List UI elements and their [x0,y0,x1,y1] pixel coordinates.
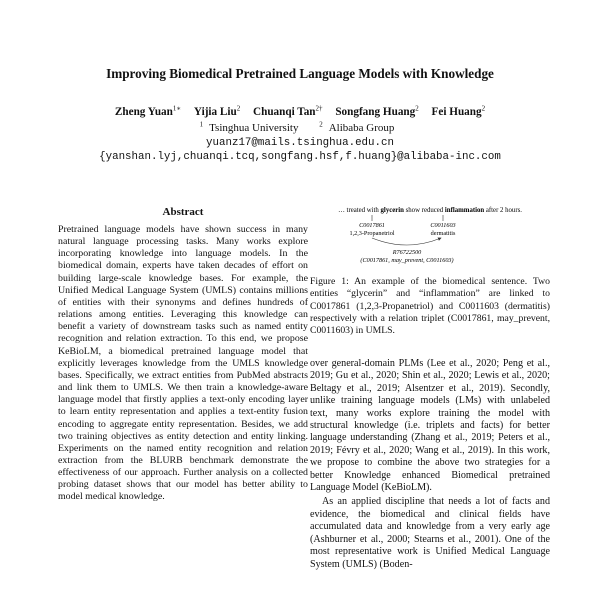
node1-name: 1,2,3-Propanetriol [349,230,395,237]
affiliation-list [0,120,600,134]
node2-name: dermatitis [430,230,456,237]
author-list [0,104,600,118]
figure-diagram [310,202,550,282]
relation-triplet: (C0017861, may_prevent, C0011603) [360,257,454,264]
node1-cui: C0017861 [359,222,385,229]
email-line: {yanshan.lyj,chuanqi.tcq,songfang.hsf,f.huang}@alibaba-inc.com [99,151,501,163]
paper-title: Improving Biomedical Pretrained Language Models with Knowledge [106,66,494,81]
body-paragraph: As an applied discipline that needs a lot of facts and evidence, the biomedical and clinical fields have accumulated data and knowledge from a very early age (Ashburner et al., 2000; Stearns et al., 2001). One of the most representative work is Unified Medical Language System (UMLS) (Boden- [310,496,550,570]
author: Chuanqi Tan$^{2\dagger}$ [253,104,323,118]
email-line: yuanz17@mails.tsinghua.edu.cn [206,137,394,149]
relation-id: R76722500 [392,249,422,256]
author: Yijia Liu$^2$ [193,104,241,118]
entity-glycerin: glycerin [380,207,404,214]
figure-caption: Figure 1: An example of the biomedical sentence. Two entities “glycerin” and “inflammation” are linked to C0017861 (1,2,3-Propanetriol) and C0011603 (dermatitis) respectively with a relation triplet (C0017861, may_prevent, C0011603) in UMLS. [310,276,550,337]
author: Zheng Yuan$^{1∗}$ [114,104,182,118]
abstract-heading: Abstract [162,206,204,218]
affiliation: $^2$ Alibaba Group [319,120,395,134]
entity-inflammation: inflammation [444,207,485,214]
figure-sentence: … treated with glycerin show reduced inflammation after 2 hours. [338,207,522,214]
node2-cui: C0011603 [430,222,456,229]
figure-1 [310,202,550,282]
author: Fei Huang$^2$ [431,104,486,118]
body-text [310,358,550,571]
affiliation: $^1$ Tsinghua University [199,120,299,134]
abstract-text: Pretrained language models have shown success in many natural language processing tasks. Many works explore incorporating knowledge into language models. In the biomedical domain, experts have taken decades of effort on building large-scale knowledge bases. For example, the Unified Medical Language System (UMLS) contains millions of entities with their synonyms and defines hundreds of relations among entities. Leveraging this knowledge can benefit a variety of downstream tasks such as named entity recognition and relation extraction. To this end, we propose KeBioLM, a biomedical pretrained language model that explicitly leverages knowledge from the UMLS knowledge bases. Specifically, we extract entities from PubMed abstracts and link them to UMLS. We then train a knowledge-aware language model that firstly applies a text-only encoding layer to learn entity representation and applies a text-entity fusion encoding to aggregate entity representation. Besides, we add two training objectives as entity detection and entity linking. Experiments on the named entity recognition and relation extraction from the BLURB benchmark demonstrate the effectiveness of our approach. Further analysis on a collected probing dataset shows that our model has better ability to model medical knowledge. [58,224,308,503]
body-paragraph: over general-domain PLMs (Lee et al., 2020; Peng et al., 2019; Gu et al., 2020; Shin et al., 2020; Lewis et al., 2020; Beltagy et al., 2019; Alsentzer et al., 2019). Secondly, unlike training language models (LMs) with unlabeled text, many works explore training the model with structural knowledge (i.e. triplets and facts) for better language understanding (Zhang et al., 2019; Peters et al., 2019; Févry et al., 2020; Wang et al., 2019). In this work, we propose to combine the above two strategies for a better Knowledge enhanced Biomedical pretrained Language Model (KeBioLM). [310,358,550,494]
author: Songfang Huang$^2$ [335,104,419,118]
relation-arrow [372,238,441,245]
